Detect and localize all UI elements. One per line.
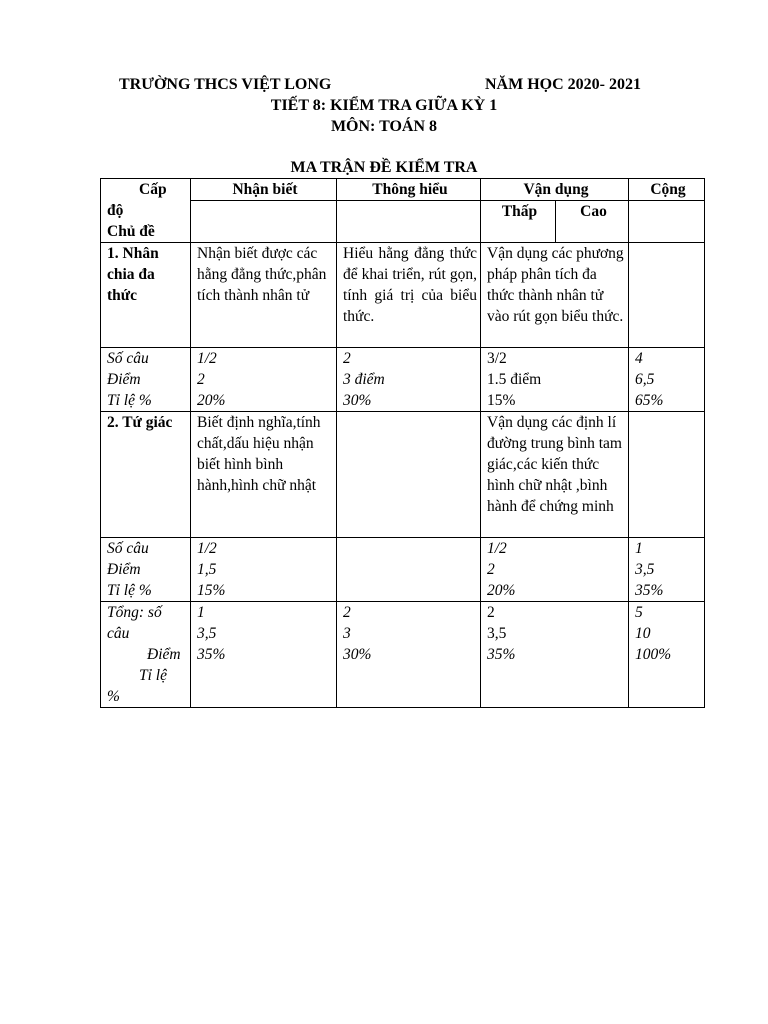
stat-value: 15% bbox=[487, 392, 516, 409]
summary-value: 3,5 bbox=[487, 625, 507, 642]
summary-value: 35% bbox=[487, 646, 516, 663]
summary-value: 1 bbox=[197, 604, 205, 621]
topic1-stats-row bbox=[101, 348, 705, 412]
summary-label: Điểm bbox=[147, 646, 181, 663]
stat-label-percent: Tỉ lệ % bbox=[107, 392, 152, 409]
summary-apply bbox=[481, 602, 629, 708]
stat-value: 1/2 bbox=[197, 540, 217, 557]
exam-matrix-table bbox=[100, 178, 705, 708]
stat-value: 4 bbox=[635, 350, 643, 367]
topic2-stats-row bbox=[101, 538, 705, 602]
summary-labels bbox=[101, 602, 191, 708]
topic1-stats-recognize bbox=[191, 348, 337, 412]
topic2-row bbox=[101, 412, 705, 538]
topic2-stats-apply bbox=[481, 538, 629, 602]
empty-cell bbox=[337, 412, 481, 538]
topic1-stats-labels bbox=[101, 348, 191, 412]
empty-cell bbox=[629, 201, 705, 243]
topic1-recognize-cell: Nhận biết được các hằng đẳng thức,phân tích thành nhân tử bbox=[191, 243, 337, 348]
topic2-stats-total bbox=[629, 538, 705, 602]
subject-title: MÔN: TOÁN 8 bbox=[330, 118, 438, 135]
stat-value: 20% bbox=[487, 582, 516, 599]
stat-value: 35% bbox=[635, 582, 664, 599]
stat-value: 1 bbox=[635, 540, 643, 557]
stat-label-count: Số câu bbox=[107, 350, 149, 367]
stat-label-score: Điểm bbox=[107, 561, 141, 578]
summary-value: 30% bbox=[343, 646, 372, 663]
empty-cell bbox=[191, 201, 337, 243]
col-header-understand: Thông hiểu bbox=[337, 179, 481, 201]
topic1-name-line: chia đa bbox=[107, 266, 155, 283]
stat-value: 3,5 bbox=[635, 561, 655, 578]
stat-value: 2 bbox=[487, 561, 495, 578]
summary-row bbox=[101, 602, 705, 708]
summary-label: câu bbox=[107, 625, 130, 642]
summary-value: 3,5 bbox=[197, 625, 217, 642]
topic1-stats-apply bbox=[481, 348, 629, 412]
corner-label-do: độ bbox=[107, 202, 124, 219]
summary-value: 10 bbox=[635, 625, 651, 642]
topic1-row bbox=[101, 243, 705, 348]
matrix-title: MA TRẬN ĐỀ KIỂM TRA bbox=[290, 159, 478, 176]
col-header-high: Cao bbox=[556, 201, 629, 243]
school-year: NĂM HỌC 2020- 2021 bbox=[485, 76, 641, 93]
stat-value: 30% bbox=[343, 392, 372, 409]
col-header-apply: Vận dụng bbox=[481, 179, 629, 201]
col-header-recognize: Nhận biết bbox=[191, 179, 337, 201]
topic2-stats-labels bbox=[101, 538, 191, 602]
col-header-total: Cộng bbox=[629, 179, 705, 201]
topic2-stats-recognize bbox=[191, 538, 337, 602]
topic2-apply-cell: Vận dụng các định lí đường trung bình tam giác,các kiến thức hình chữ nhật ,bình hành để chứng minh bbox=[481, 412, 629, 538]
summary-value: 2 bbox=[343, 604, 351, 621]
topic1-stats-total bbox=[629, 348, 705, 412]
stat-value: 1/2 bbox=[487, 540, 507, 557]
school-name: TRƯỜNG THCS VIỆT LONG bbox=[119, 76, 332, 93]
summary-recognize bbox=[191, 602, 337, 708]
summary-label: % bbox=[107, 688, 120, 705]
summary-value: 35% bbox=[197, 646, 226, 663]
empty-cell bbox=[629, 412, 705, 538]
summary-label: Tỉ lệ bbox=[139, 667, 167, 684]
topic1-name-line: thức bbox=[107, 287, 137, 304]
empty-cell bbox=[629, 243, 705, 348]
topic1-name-cell bbox=[101, 243, 191, 348]
stat-value: 2 bbox=[343, 350, 351, 367]
summary-total bbox=[629, 602, 705, 708]
topic1-understand-cell: Hiểu hằng đẳng thức để khai triển, rút gọn, tính giá trị của biểu thức. bbox=[337, 243, 481, 348]
stat-label-count: Số câu bbox=[107, 540, 149, 557]
corner-label-topic: Chủ đề bbox=[107, 223, 155, 240]
corner-header-cell bbox=[101, 179, 191, 243]
topic2-name-cell: 2. Tứ giác bbox=[101, 412, 191, 538]
stat-value: 3/2 bbox=[487, 350, 507, 367]
topic1-stats-understand bbox=[337, 348, 481, 412]
stat-label-percent: Tỉ lệ % bbox=[107, 582, 152, 599]
stat-value: 20% bbox=[197, 392, 226, 409]
summary-value: 3 bbox=[343, 625, 351, 642]
empty-cell bbox=[337, 538, 481, 602]
summary-value: 5 bbox=[635, 604, 643, 621]
summary-understand bbox=[337, 602, 481, 708]
summary-value: 100% bbox=[635, 646, 672, 663]
topic2-recognize-cell: Biết định nghĩa,tính chất,dấu hiệu nhận biết hình bình hành,hình chữ nhật bbox=[191, 412, 337, 538]
stat-value: 6,5 bbox=[635, 371, 655, 388]
stat-value: 15% bbox=[197, 582, 226, 599]
stat-value: 65% bbox=[635, 392, 664, 409]
header-subrow bbox=[101, 201, 705, 243]
stat-value: 1,5 bbox=[197, 561, 217, 578]
topic1-name-line: 1. Nhân bbox=[107, 245, 159, 262]
stat-value: 1.5 điểm bbox=[487, 371, 542, 388]
empty-cell bbox=[337, 201, 481, 243]
stat-label-score: Điểm bbox=[107, 371, 141, 388]
stat-value: 1/2 bbox=[197, 350, 217, 367]
summary-label: Tổng: số bbox=[107, 604, 162, 621]
corner-label-level: Cấp bbox=[139, 181, 167, 198]
col-header-low: Thấp bbox=[481, 201, 556, 243]
lesson-title: TIẾT 8: KIỂM TRA GIỮA KỲ 1 bbox=[270, 97, 498, 114]
topic1-apply-cell: Vận dụng các phương pháp phân tích đa thức thành nhân tử vào rút gọn biểu thức. bbox=[481, 243, 629, 348]
stat-value: 3 điểm bbox=[343, 371, 385, 388]
summary-value: 2 bbox=[487, 604, 495, 621]
stat-value: 2 bbox=[197, 371, 205, 388]
header-row bbox=[101, 179, 705, 201]
